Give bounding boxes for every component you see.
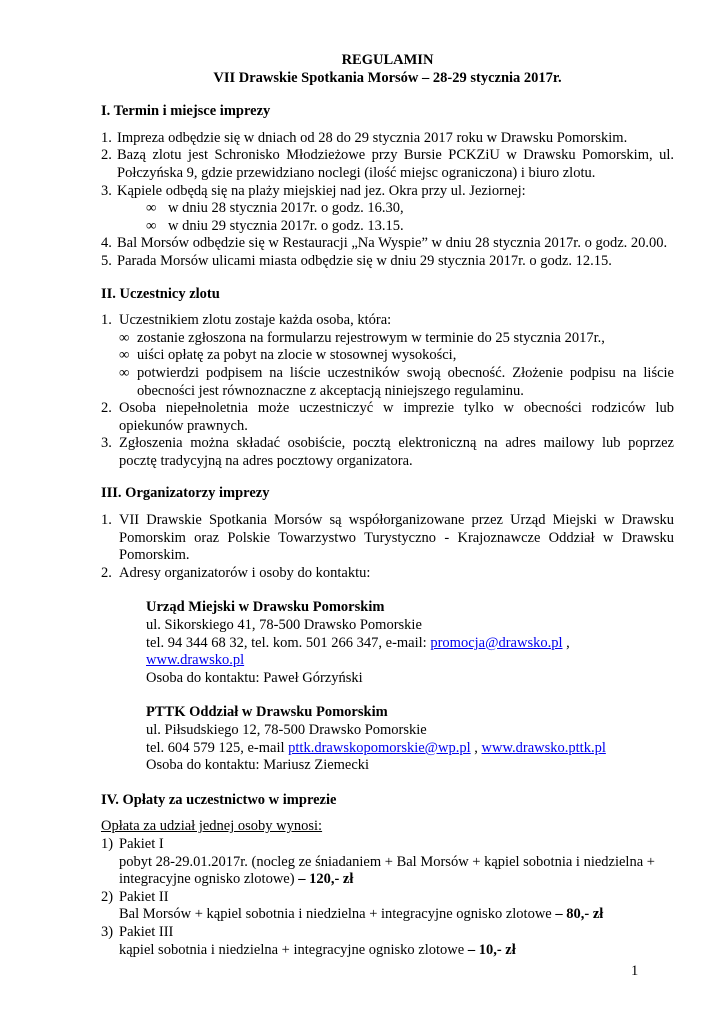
s1-item-2: 2. Bazą zlotu jest Schronisko Młodzieżowe przy Bursie PCKZiU w Drawsku Pomorskim, ul. Połczyńska 9, gdzie przewidziano noclegi (ilość miejsc ograniczona) i biuro zlotu. (101, 147, 674, 181)
package-1-price: – 120,- zł (298, 871, 354, 888)
infinity-bullet-icon: ∞ (119, 364, 130, 381)
org2-address: ul. Piłsudskiego 12, 78-500 Drawsko Pomorskie (146, 722, 427, 738)
s2-item-1: 1. Uczestnikiem zlotu zostaje każda osoba, która: (101, 312, 392, 329)
title-line-1: REGULAMIN (341, 52, 434, 68)
package-1: 1) Pakiet I (101, 835, 164, 852)
org1-www-link[interactable]: www.drawsko.pl (146, 652, 245, 669)
org1-name: Urząd Miejski w Drawsku Pomorskim (146, 599, 385, 616)
section-1-heading: I. Termin i miejsce imprezy (101, 103, 271, 120)
org2-contact: Osoba do kontaktu: Mariusz Ziemecki (146, 757, 370, 774)
infinity-bullet-icon: ∞ (146, 200, 157, 217)
org1-email-link[interactable]: promocja@drawsko.pl (430, 634, 563, 651)
package-2-price: – 80,- zł (555, 906, 604, 923)
infinity-bullet-icon: ∞ (146, 217, 157, 234)
fees-intro: Opłata za udział jednej osoby wynosi: (101, 818, 323, 835)
org1-contact: Osoba do kontaktu: Paweł Górzyński (146, 669, 363, 686)
s1-item-5: 5. Parada Morsów ulicami miasta odbędzie się w dniu 29 stycznia 2017r. o godz. 12.15. (101, 252, 612, 269)
org1-address: ul. Sikorskiego 41, 78-500 Drawsko Pomorskie (146, 617, 422, 634)
s1-item-3: 3. Kąpiele odbędą się na plaży miejskiej nad jez. Okra przy ul. Jeziornej: (101, 182, 526, 199)
page-number: 1 (631, 963, 639, 979)
doc-title (101, 52, 674, 87)
s3-item-1: 1. VII Drawskie Spotkania Morsów są współorganizowane przez Urząd Miejski w Drawsku Pomorskim oraz Polskie Towarzystwo Turystyczno - Krajoznawcze Oddział w Drawsku Pomorskim. (101, 512, 674, 564)
s2-subitem-2: ∞ uiści opłatę za pobyt na zlocie w stosownej wysokości, (119, 347, 457, 364)
s1-subitem-2: ∞ w dniu 29 stycznia 2017r. o godz. 13.15. (146, 217, 404, 234)
organizer-2 (101, 704, 674, 774)
package-2: 2) Pakiet II (101, 888, 169, 905)
infinity-bullet-icon: ∞ (119, 347, 130, 364)
org2-name: PTTK Oddział w Drawsku Pomorskim (146, 704, 388, 721)
org2-email-link[interactable]: pttk.drawskopomorskie@wp.pl (288, 739, 471, 756)
section-3-heading: III. Organizatorzy imprezy (101, 485, 270, 502)
s2-subitem-3: ∞ potwierdzi podpisem na liście uczestników swoją obecność. Złożenie podpisu na liście obecności jest równoznaczne z akceptacją niniejszego regulaminu. (119, 364, 674, 399)
org1-tel-line: tel. 94 344 68 32, tel. kom. 501 266 347, e-mail: promocja@drawsko.pl , (146, 634, 570, 651)
s3-item-2: 2. Adresy organizatorów i osoby do kontaktu: (101, 564, 371, 581)
s1-item-4: 4. Bal Morsów odbędzie się w Restauracji „Na Wyspie” w dniu 28 stycznia 2017r. o godz. 20.00. (101, 235, 668, 252)
infinity-bullet-icon: ∞ (119, 329, 130, 346)
s2-subitem-1: ∞ zostanie zgłoszona na formularzu rejestrowym w terminie do 25 stycznia 2017r., (119, 329, 605, 346)
s2-item-3: 3. Zgłoszenia można składać osobiście, pocztą elektroniczną na adres mailowy lub poprzez pocztę tradycyjną na adres pocztowy organizatora. (101, 435, 674, 469)
package-3-desc: kąpiel sobotnia i niedzielna + integracyjne ognisko zlotowe – 10,- zł (119, 941, 516, 958)
org2-www-link[interactable]: www.drawsko.pttk.pl (481, 739, 606, 756)
package-3: 3) Pakiet III (101, 923, 174, 940)
s1-item-1: 1. Impreza odbędzie się w dniach od 28 do 29 stycznia 2017 roku w Drawsku Pomorskim. (101, 129, 628, 146)
organizer-1 (101, 599, 674, 687)
title-line-2: VII Drawskie Spotkania Morsów – 28-29 stycznia 2017r. (213, 69, 562, 86)
package-1-desc: pobyt 28-29.01.2017r. (nocleg ze śniadaniem + Bal Morsów + kąpiel sobotnia i niedzielna + integracyjne ognisko zlotowe) – 120,- zł (119, 853, 655, 888)
package-3-price: – 10,- zł (467, 941, 516, 958)
section-2-heading: II. Uczestnicy zlotu (101, 285, 220, 302)
org2-tel-line: tel. 604 579 125, e-mail pttk.drawskopomorskie@wp.pl , www.drawsko.pttk.pl (146, 739, 606, 756)
package-2-desc: Bal Morsów + kąpiel sobotnia i niedzielna + integracyjne ognisko zlotowe – 80,- zł (119, 906, 604, 923)
s1-subitem-1: ∞ w dniu 28 stycznia 2017r. o godz. 16.30, (146, 200, 404, 217)
s2-item-2: 2. Osoba niepełnoletnia może uczestniczyć w imprezie tylko w obecności rodziców lub opiekunów prawnych. (101, 400, 674, 434)
section-4-heading: IV. Opłaty za uczestnictwo w imprezie (101, 791, 337, 808)
document-page (101, 52, 674, 959)
